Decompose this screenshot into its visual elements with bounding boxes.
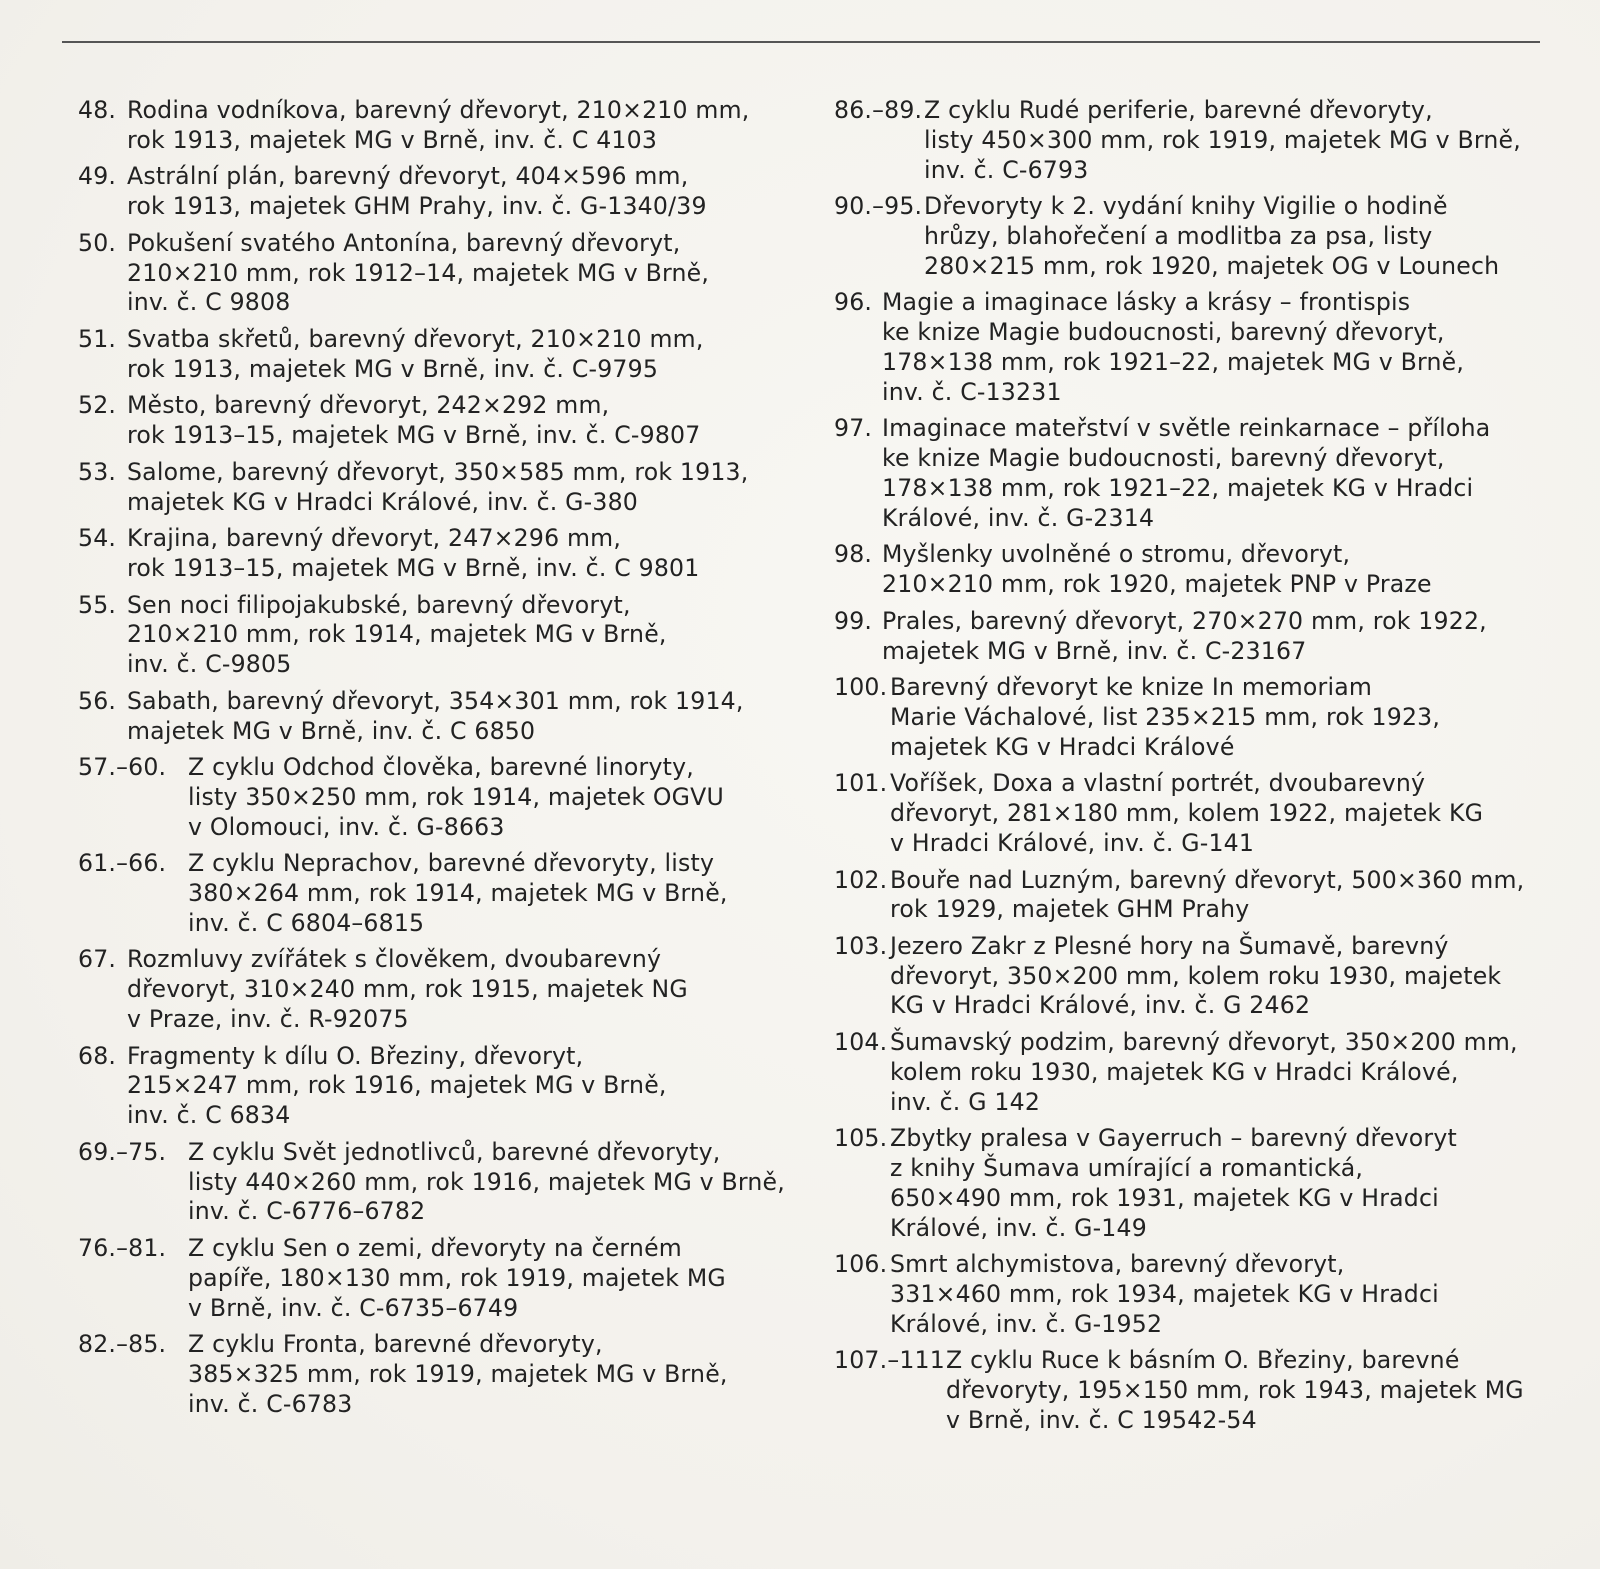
entry-line: Město, barevný dřevoryt, 242×292 mm, xyxy=(127,391,610,420)
catalog-entry xyxy=(78,945,798,1034)
entry-number: 90.–95. xyxy=(834,192,923,221)
catalog-entry xyxy=(78,1234,798,1323)
entry-line: rok 1913, majetek GHM Prahy, inv. č. G-1340/39 xyxy=(127,192,707,221)
entry-line: hrůzy, blahořečení a modlitba za psa, listy xyxy=(924,221,1433,250)
catalog-entry xyxy=(834,192,1554,281)
entry-description xyxy=(188,849,798,938)
entry-number: 48. xyxy=(78,96,117,124)
entry-line: Jezero Zakr z Plesné hory na Šumavě, barevný xyxy=(890,931,1449,960)
entry-line: majetek MG v Brně, inv. č. C 6850 xyxy=(127,716,536,745)
entry-description xyxy=(890,673,1554,762)
entry-description xyxy=(924,192,1554,281)
entry-number: 69.–75. xyxy=(78,1137,167,1166)
entry-line: listy 440×260 mm, rok 1916, majetek MG v Brně, xyxy=(188,1167,785,1196)
entry-line: Svatba skřetů, barevný dřevoryt, 210×210 mm, xyxy=(127,324,704,353)
entry-description xyxy=(188,1330,798,1419)
entry-line: majetek KG v Hradci Králové xyxy=(890,732,1235,761)
catalog-entry xyxy=(834,932,1554,1021)
entry-number: 56. xyxy=(78,686,117,715)
entry-line: KG v Hradci Králové, inv. č. G 2462 xyxy=(890,991,1311,1020)
entry-description xyxy=(946,1346,1554,1435)
entry-line: dřevoryty, 195×150 mm, rok 1943, majetek MG xyxy=(946,1376,1524,1405)
entry-line: Myšlenky uvolněné o stromu, dřevoryt, xyxy=(882,540,1351,569)
entry-line: rok 1913–15, majetek MG v Brně, inv. č. C-9807 xyxy=(127,421,701,450)
entry-description xyxy=(882,540,1554,600)
entry-line: dřevoryt, 281×180 mm, kolem 1922, majetek KG xyxy=(890,799,1484,828)
entry-number: 105. xyxy=(834,1124,888,1153)
entry-description xyxy=(127,524,798,584)
entry-number: 76.–81. xyxy=(78,1234,167,1263)
entry-number: 102. xyxy=(834,865,888,894)
entry-line: listy 450×300 mm, rok 1919, majetek MG v Brně, xyxy=(924,125,1521,154)
entry-line: Prales, barevný dřevoryt, 270×270 mm, rok 1922, xyxy=(882,606,1487,635)
entry-description xyxy=(127,325,798,385)
catalog-entry xyxy=(78,591,798,680)
entry-line: Smrt alchymistova, barevný dřevoryt, xyxy=(890,1250,1345,1279)
entry-description xyxy=(127,458,798,518)
entry-description xyxy=(127,229,798,318)
entry-description xyxy=(127,1042,798,1131)
entry-line: listy 350×250 mm, rok 1914, majetek OGVU xyxy=(188,782,724,811)
catalog-entry xyxy=(834,288,1554,407)
entry-line: Rodina vodníkova, barevný dřevoryt, 210×210 mm, xyxy=(127,96,750,124)
entry-number: 99. xyxy=(834,606,873,635)
entry-description xyxy=(890,866,1554,926)
entry-line: Z cyklu Ruce k básním O. Březiny, barevné xyxy=(946,1346,1460,1375)
entry-number: 49. xyxy=(78,162,117,191)
catalog-entry xyxy=(78,229,798,318)
entry-line: 215×247 mm, rok 1916, majetek MG v Brně, xyxy=(127,1071,667,1100)
top-rule xyxy=(62,41,1540,43)
entry-line: Barevný dřevoryt ke knize In memoriam xyxy=(890,673,1373,702)
entry-line: Pokušení svatého Antonína, barevný dřevoryt, xyxy=(127,228,681,257)
entry-description xyxy=(127,391,798,451)
catalog-entry xyxy=(78,687,798,747)
entry-number: 82.–85. xyxy=(78,1330,167,1359)
entry-number: 96. xyxy=(834,288,873,317)
entry-number: 55. xyxy=(78,590,117,619)
entry-line: Zbytky pralesa v Gayerruch – barevný dřevoryt xyxy=(890,1124,1457,1153)
entry-number: 101. xyxy=(834,769,888,798)
entry-line: Fragmenty k dílu O. Březiny, dřevoryt, xyxy=(127,1041,584,1070)
entry-description xyxy=(890,1028,1554,1117)
entry-line: rok 1929, majetek GHM Prahy xyxy=(890,895,1250,924)
entry-line: Králové, inv. č. G-149 xyxy=(890,1213,1147,1242)
entry-number: 97. xyxy=(834,414,873,443)
entry-line: inv. č. C-6793 xyxy=(924,155,1089,184)
entry-description xyxy=(188,1234,798,1323)
entry-line: v Praze, inv. č. R-92075 xyxy=(127,1005,409,1034)
entry-line: Z cyklu Svět jednotlivců, barevné dřevoryty, xyxy=(188,1137,721,1166)
entry-line: inv. č. C-9805 xyxy=(127,650,292,679)
entry-line: z knihy Šumava umírající a romantická, xyxy=(890,1154,1364,1183)
catalog-entry xyxy=(78,458,798,518)
entry-number: 53. xyxy=(78,457,117,486)
entry-line: 331×460 mm, rok 1934, majetek KG v Hradci xyxy=(890,1280,1439,1309)
entry-line: inv. č. G 142 xyxy=(890,1087,1041,1116)
entry-line: Rozmluvy zvířátek s člověkem, dvoubarevný xyxy=(127,945,662,974)
entry-description xyxy=(127,945,798,1034)
entry-line: inv. č. C 9808 xyxy=(127,288,291,317)
entry-line: rok 1913, majetek MG v Brně, inv. č. C 4103 xyxy=(127,125,658,154)
entry-line: 380×264 mm, rok 1914, majetek MG v Brně, xyxy=(188,879,728,908)
entry-line: Z cyklu Neprachov, barevné dřevoryty, listy xyxy=(188,849,715,878)
entry-line: Z cyklu Fronta, barevné dřevoryty, xyxy=(188,1330,603,1359)
entry-line: kolem roku 1930, majetek KG v Hradci Králové, xyxy=(890,1057,1459,1086)
entry-line: papíře, 180×130 mm, rok 1919, majetek MG xyxy=(188,1263,726,1292)
entry-line: Z cyklu Rudé periferie, barevné dřevoryty, xyxy=(924,96,1433,124)
entry-line: dřevoryt, 310×240 mm, rok 1915, majetek NG xyxy=(127,975,688,1004)
catalog-entry xyxy=(834,1346,1554,1435)
catalog-entry xyxy=(78,1330,798,1419)
entry-description xyxy=(188,1138,798,1227)
left-column xyxy=(78,96,798,1426)
catalog-entry xyxy=(834,1028,1554,1117)
entry-line: majetek KG v Hradci Králové, inv. č. G-380 xyxy=(127,487,638,516)
entry-line: Voříšek, Doxa a vlastní portrét, dvoubarevný xyxy=(890,769,1426,798)
entry-number: 61.–66. xyxy=(78,849,167,878)
catalog-entry xyxy=(78,1138,798,1227)
entry-line: v Brně, inv. č. C 19542-54 xyxy=(946,1406,1257,1435)
entry-line: v Brně, inv. č. C-6735–6749 xyxy=(188,1293,519,1322)
entry-line: ke knize Magie budoucnosti, barevný dřevoryt, xyxy=(882,444,1445,473)
entry-number: 100. xyxy=(834,673,888,702)
catalog-entry xyxy=(78,849,798,938)
entry-description xyxy=(890,1124,1554,1243)
entry-line: Z cyklu Sen o zemi, dřevoryty na černém xyxy=(188,1234,682,1263)
entry-line: Šumavský podzim, barevný dřevoryt, 350×200 mm, xyxy=(890,1028,1518,1057)
entry-line: Králové, inv. č. G-2314 xyxy=(882,503,1155,532)
entry-description xyxy=(890,769,1554,858)
entry-line: 210×210 mm, rok 1914, majetek MG v Brně, xyxy=(127,620,667,649)
catalog-entry xyxy=(834,607,1554,667)
entry-description xyxy=(127,162,798,222)
catalog-entry xyxy=(834,673,1554,762)
entry-description xyxy=(127,687,798,747)
entry-line: Magie a imaginace lásky a krásy – frontispis xyxy=(882,288,1411,317)
entry-number: 107.–111. xyxy=(834,1346,953,1375)
entry-line: Z cyklu Odchod člověka, barevné linoryty, xyxy=(188,753,694,782)
entry-number: 98. xyxy=(834,540,873,569)
catalog-entry xyxy=(78,162,798,222)
entry-number: 103. xyxy=(834,931,888,960)
entry-number: 51. xyxy=(78,324,117,353)
entry-line: Krajina, barevný dřevoryt, 247×296 mm, xyxy=(127,524,622,553)
entry-description xyxy=(890,932,1554,1021)
catalog-entry xyxy=(78,96,798,156)
entry-line: rok 1913–15, majetek MG v Brně, inv. č. C 9801 xyxy=(127,553,700,582)
entry-line: Bouře nad Luzným, barevný dřevoryt, 500×360 mm, xyxy=(890,865,1525,894)
entry-number: 57.–60. xyxy=(78,753,167,782)
catalog-entry xyxy=(78,524,798,584)
entry-number: 86.–89. xyxy=(834,96,923,124)
catalog-entry xyxy=(834,1250,1554,1339)
catalog-entry xyxy=(834,866,1554,926)
entry-line: v Hradci Králové, inv. č. G-141 xyxy=(890,828,1255,857)
catalog-entry xyxy=(78,325,798,385)
entry-line: Astrální plán, barevný dřevoryt, 404×596 mm, xyxy=(127,162,689,191)
entry-line: 210×210 mm, rok 1920, majetek PNP v Praze xyxy=(882,570,1432,599)
entry-line: dřevoryt, 350×200 mm, kolem roku 1930, majetek xyxy=(890,961,1502,990)
entry-description xyxy=(890,1250,1554,1339)
entry-line: 178×138 mm, rok 1921–22, majetek KG v Hradci xyxy=(882,473,1474,502)
entry-line: Salome, barevný dřevoryt, 350×585 mm, rok 1913, xyxy=(127,457,749,486)
entry-description xyxy=(882,607,1554,667)
entry-description xyxy=(127,591,798,680)
entry-line: Sen noci filipojakubské, barevný dřevoryt, xyxy=(127,590,631,619)
entry-line: ke knize Magie budoucnosti, barevný dřevoryt, xyxy=(882,318,1445,347)
entry-line: Imaginace mateřství v světle reinkarnace – příloha xyxy=(882,414,1491,443)
entry-line: 280×215 mm, rok 1920, majetek OG v Lounech xyxy=(924,251,1500,280)
entry-line: 178×138 mm, rok 1921–22, majetek MG v Brně, xyxy=(882,347,1465,376)
entry-number: 104. xyxy=(834,1028,888,1057)
catalog-entry xyxy=(834,414,1554,533)
entry-number: 68. xyxy=(78,1041,117,1070)
entry-description xyxy=(127,96,798,156)
entry-line: inv. č. C 6834 xyxy=(127,1101,291,1130)
entry-line: 385×325 mm, rok 1919, majetek MG v Brně, xyxy=(188,1360,728,1389)
entry-description xyxy=(882,414,1554,533)
entry-description xyxy=(188,753,798,842)
entry-line: inv. č. C-6783 xyxy=(188,1389,353,1418)
entry-number: 54. xyxy=(78,524,117,553)
entry-line: inv. č. C 6804–6815 xyxy=(188,908,425,937)
entry-line: 650×490 mm, rok 1931, majetek KG v Hradci xyxy=(890,1183,1439,1212)
entry-line: inv. č. C-13231 xyxy=(882,377,1062,406)
entry-number: 106. xyxy=(834,1250,888,1279)
entry-line: Dřevoryty k 2. vydání knihy Vigilie o hodině xyxy=(924,192,1448,221)
entry-line: v Olomouci, inv. č. G-8663 xyxy=(188,812,505,841)
entry-line: Králové, inv. č. G-1952 xyxy=(890,1309,1163,1338)
catalog-entry xyxy=(78,753,798,842)
entry-number: 50. xyxy=(78,228,117,257)
catalog-entry xyxy=(78,391,798,451)
entry-line: majetek MG v Brně, inv. č. C-23167 xyxy=(882,636,1307,665)
catalog-entry xyxy=(834,96,1554,185)
entry-description xyxy=(882,288,1554,407)
catalog-entry xyxy=(78,1042,798,1131)
entry-number: 52. xyxy=(78,391,117,420)
entry-line: rok 1913, majetek MG v Brně, inv. č. C-9795 xyxy=(127,354,659,383)
entry-number: 67. xyxy=(78,945,117,974)
entry-line: Sabath, barevný dřevoryt, 354×301 mm, rok 1914, xyxy=(127,686,744,715)
catalog-entry xyxy=(834,1124,1554,1243)
entry-line: Marie Váchalové, list 235×215 mm, rok 1923, xyxy=(890,702,1441,731)
catalog-entry xyxy=(834,769,1554,858)
right-column xyxy=(834,96,1554,1443)
entry-description xyxy=(924,96,1554,185)
entry-line: 210×210 mm, rok 1912–14, majetek MG v Brně, xyxy=(127,258,710,287)
catalog-entry xyxy=(834,540,1554,600)
entry-line: inv. č. C-6776–6782 xyxy=(188,1197,426,1226)
